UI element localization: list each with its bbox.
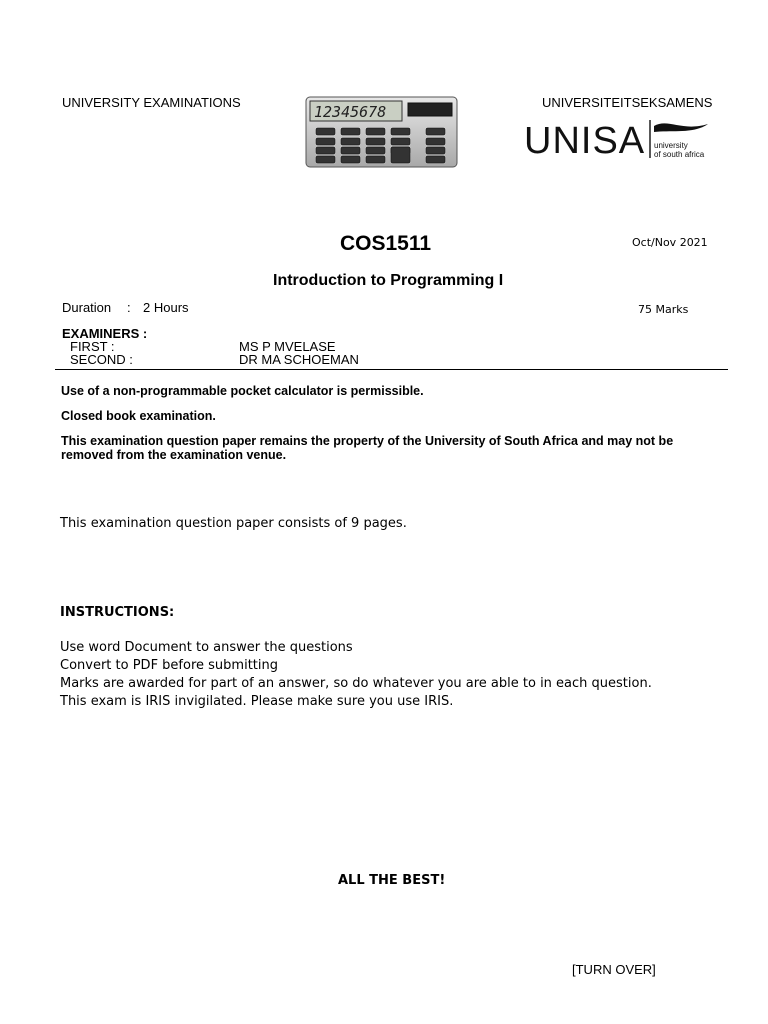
- exam-title: Introduction to Programming I: [273, 272, 504, 289]
- closing-text: ALL THE BEST!: [338, 873, 446, 888]
- calculator-display-text: 12345678: [314, 103, 387, 121]
- second-examiner-name: DR MA SCHOEMAN: [239, 352, 359, 367]
- instruction-line: Convert to PDF before submitting: [60, 658, 278, 673]
- unisa-emblem-icon: [648, 118, 714, 162]
- header-left-text: UNIVERSITY EXAMINATIONS: [62, 95, 241, 110]
- exam-date: Oct/Nov 2021: [632, 236, 708, 249]
- duration-value: 2 Hours: [143, 300, 189, 315]
- duration-label: Duration: [62, 300, 112, 315]
- instructions-heading: INSTRUCTIONS:: [60, 605, 175, 620]
- unisa-logo-tagline-2: of south africa: [654, 150, 705, 159]
- total-marks: 75 Marks: [638, 303, 689, 316]
- closed-book-note: Closed book examination.: [61, 409, 216, 423]
- calculator-image: [305, 96, 458, 168]
- instruction-line: This exam is IRIS invigilated. Please make sure you use IRIS.: [60, 694, 454, 709]
- second-examiner-label: SECOND :: [70, 352, 133, 367]
- unisa-logo: [524, 118, 714, 162]
- examiners-heading: EXAMINERS :: [62, 326, 148, 341]
- header-right-text: UNIVERSITEITSEKSAMENS: [542, 95, 713, 110]
- turn-over-text: [TURN OVER]: [572, 962, 656, 977]
- first-examiner-name: MS P MVELASE: [239, 339, 336, 354]
- pages-count-text: This examination question paper consists of 9 pages.: [60, 516, 407, 531]
- instruction-line: Marks are awarded for part of an answer, so do whatever you are able to in each question.: [60, 676, 652, 691]
- duration-separator: :: [127, 300, 131, 315]
- header-divider: [55, 369, 728, 370]
- instruction-line: Use word Document to answer the questions: [60, 640, 353, 655]
- property-note: This examination question paper remains the property of the University of South Africa and may not be removed from the examination venue.: [61, 434, 674, 462]
- first-examiner-label: FIRST :: [70, 339, 115, 354]
- calculator-note: Use of a non-programmable pocket calculator is permissible.: [61, 384, 424, 398]
- unisa-logo-tagline-1: university: [654, 141, 688, 150]
- exam-code: COS1511: [340, 232, 432, 255]
- unisa-logo-word: UNISA: [524, 120, 646, 162]
